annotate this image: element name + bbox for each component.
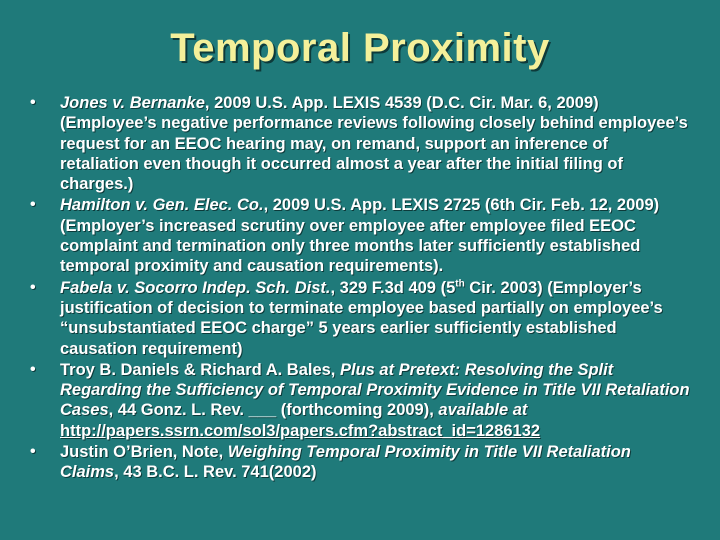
bullet-marker: • [30,443,36,461]
bullet-marker: • [30,196,36,214]
bullet-marker: • [30,278,36,296]
case-citation: , 2009 U.S. App. LEXIS 4539 (D.C. Cir. Mar. 6, 2009) (Employee’s negative performance reviews following closely behind employee’s request for an EEOC hearing may, on remand, support an inference of retaliation even though it occurred almost a year after the initial filing of charges.) [60,94,688,194]
case-citation: , 329 F.3d 409 (5 [330,278,456,297]
bullet-list [30,93,690,484]
ssrn-link[interactable]: http://papers.ssrn.com/sol3/papers.cfm?abstract_id=1286132 [60,421,541,440]
bullet-item-obrien [30,442,690,483]
case-name: Hamilton v. Gen. Elec. Co. [60,196,264,215]
article-authors: Troy B. Daniels & Richard A. Bales, [60,360,340,379]
journal-citation: , 44 Gonz. L. Rev. ___ (forthcoming 2009), [108,401,439,420]
available-at-label: available at [438,401,528,420]
journal-citation: , 43 B.C. L. Rev. 741(2002) [114,463,317,482]
bullet-item-fabela [30,278,690,359]
case-citation: , 2009 U.S. App. LEXIS 2725 (6th Cir. Feb. 12, 2009) (Employer’s increased scrutiny over employee after employee filed EEOC complaint and termination only three months later sufficiently established temporal proximity and causation requirements). [60,196,660,276]
bullet-marker: • [30,94,36,111]
slide-title: Temporal Proximity [170,26,550,70]
article-title: Weighing Temporal Proximity in Title VII Retaliation Claims [60,443,631,482]
bullet-item-hamilton [30,195,690,276]
bullet-marker: • [30,360,36,378]
ordinal-suffix: th [455,278,465,290]
case-name: Fabela v. Socorro Indep. Sch. Dist. [60,278,331,297]
case-name: Jones v. Bernanke [60,94,205,112]
bullet-item-jones [30,93,690,194]
case-citation-continued: Cir. 2003) (Employer’s justification of decision to terminate employee based partially on employee’s “unsubstantiated EEOC charge” 5 years earlier sufficiently established causation requirement) [60,278,663,358]
bullet-item-daniels-bales [30,360,690,441]
article-title: Plus at Pretext: Resolving the Split Regarding the Sufficiency of Temporal Proximity Evidence in Title VII Retaliation Cases [60,360,690,420]
article-authors: Justin O’Brien, Note, [60,443,228,462]
